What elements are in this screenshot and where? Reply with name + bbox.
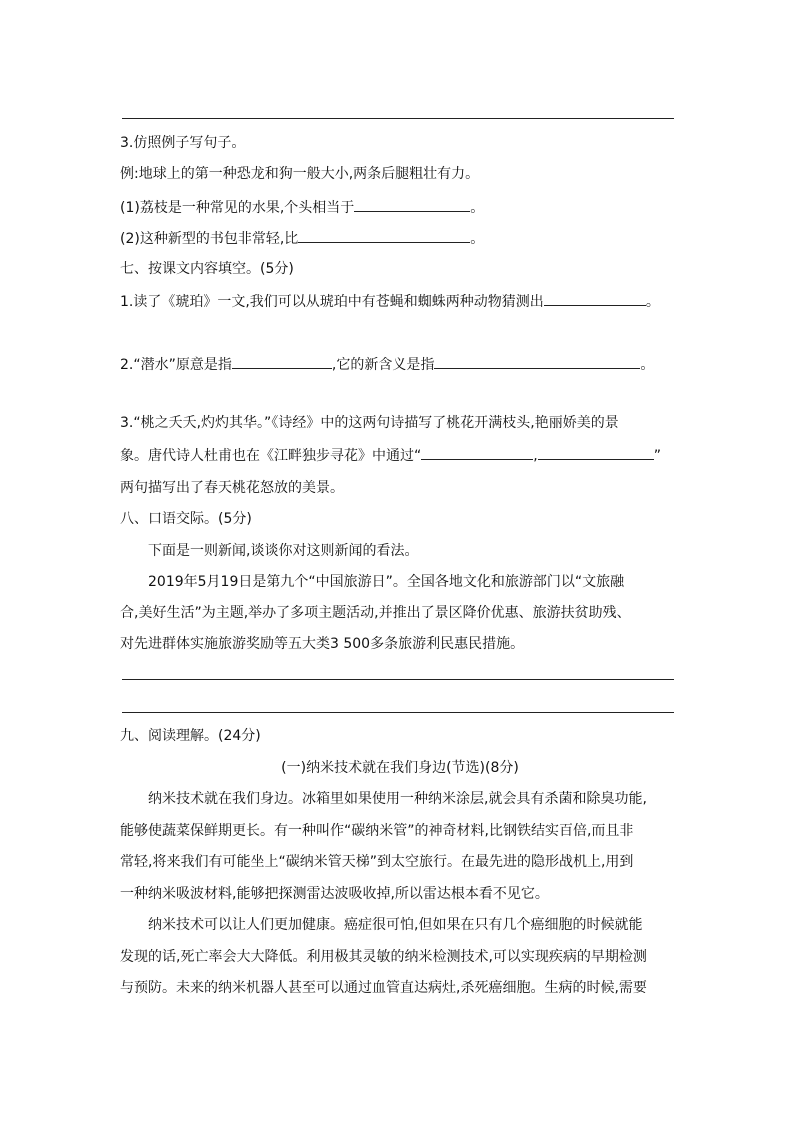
passage-line: 纳米技术就在我们身边。冰箱里如果使用一种纳米涂层,就会具有杀菌和除臭功能,	[148, 791, 647, 807]
q7-item3-text: 象。唐代诗人杜甫也在《江畔独步寻花》中通过“	[120, 448, 422, 464]
fill-blank[interactable]	[538, 445, 654, 460]
fill-blank[interactable]	[421, 445, 533, 460]
fill-blank[interactable]	[298, 228, 470, 243]
passage-line: 常轻,将来我们有可能坐上“碳纳米管天梯”到太空旅行。在最先进的隐形战机上,用到	[120, 854, 634, 870]
q7-item2	[120, 354, 690, 375]
q7-item3-line1: 3.“桃之夭夭,灼灼其华。”《诗经》中的这两句诗描写了桃花开满枝头,艳丽娇美的景	[120, 415, 619, 431]
answer-line	[122, 712, 674, 713]
passage-line: 一种纳米吸波材料,能够把探测雷达波吸收掉,所以雷达根本看不见它。	[120, 886, 549, 902]
fill-blank[interactable]	[434, 354, 640, 369]
q7-item3-line3: 两句描写出了春天桃花怒放的美景。	[120, 480, 344, 496]
q6-sub2-text: (2)这种新型的书包非常轻,比	[120, 231, 299, 247]
q7-item2-mid: ,它的新含义是指	[331, 357, 435, 373]
q6-sub1	[120, 197, 690, 218]
q7-item3-comma: ,	[533, 448, 538, 464]
q7-item3-line2	[120, 445, 690, 466]
fill-blank[interactable]	[232, 354, 332, 369]
passage-line: 能够使蔬菜保鲜期更长。有一种叫作“碳纳米管”的神奇材料,比钢铁结实百倍,而且非	[120, 823, 634, 839]
q9-title: 九、阅读理解。(24分)	[120, 728, 261, 744]
q6-sub1-end: 。	[470, 200, 485, 216]
q7-item2-text: 2.“潜水”原意是指	[120, 357, 232, 373]
q8-intro: 下面是一则新闻,谈谈你对这则新闻的看法。	[148, 543, 419, 559]
q6-sub2-end: 。	[470, 231, 485, 247]
q6-example: 例:地球上的第一种恐龙和狗一般大小,两条后腿粗壮有力。	[120, 166, 480, 182]
q7-item1-end: 。	[645, 294, 660, 310]
q6-sub1-text: (1)荔枝是一种常见的水果,个头相当于	[120, 200, 355, 216]
q8-news-line: 2019年5月19日是第九个“中国旅游日”。全国各地文化和旅游部门以“文旅融	[148, 574, 625, 590]
fill-blank[interactable]	[544, 291, 646, 306]
q8-title: 八、口语交际。(5分)	[120, 511, 252, 527]
answer-line	[122, 679, 674, 680]
q7-item1	[120, 291, 690, 312]
q7-item2-end: 。	[640, 357, 655, 373]
fill-blank[interactable]	[354, 197, 470, 212]
answer-line	[122, 118, 674, 119]
passage-line: 与预防。未来的纳米机器人甚至可以通过血管直达病灶,杀死癌细胞。生病的时候,需要	[120, 980, 647, 996]
passage-line: 发现的话,死亡率会大大降低。利用极其灵敏的纳米检测技术,可以实现疾病的早期检测	[120, 949, 647, 965]
q8-news-line: 合,美好生活”为主题,举办了多项主题活动,并推出了景区降价优惠、旅游扶贫助残、	[120, 605, 631, 621]
q7-title: 七、按课文内容填空。(5分)	[120, 261, 294, 277]
q6-item3-title: 3.仿照例子写句子。	[120, 135, 246, 151]
q7-item1-text: 1.读了《琥珀》一文,我们可以从琥珀中有苍蝇和蜘蛛两种动物猜测出	[120, 294, 544, 310]
q6-sub2	[120, 228, 690, 249]
q7-item3-close: ”	[653, 448, 661, 464]
q8-news-line: 对先进群体实施旅游奖励等五大类3 500多条旅游利民惠民措施。	[120, 636, 525, 652]
passage-title: (一)纳米技术就在我们身边(节选)(8分)	[281, 760, 519, 776]
passage-line: 纳米技术可以让人们更加健康。癌症很可怕,但如果在只有几个癌细胞的时候就能	[148, 917, 643, 933]
